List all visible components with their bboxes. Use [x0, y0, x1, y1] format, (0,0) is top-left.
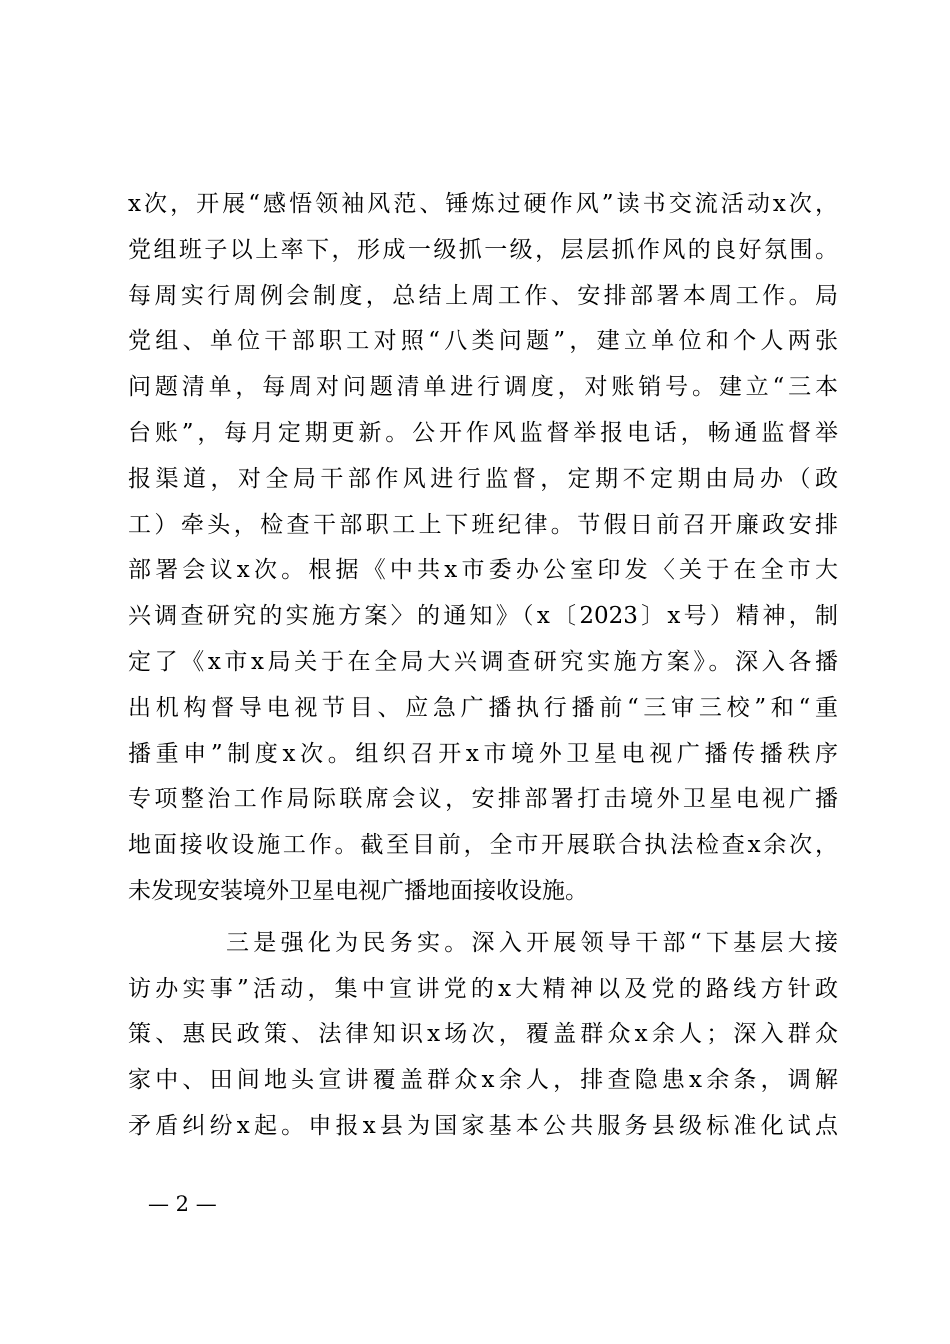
text-line: 专项整治工作局际联席会议，安排部署打击境外卫星电视广播 — [128, 786, 838, 813]
text-line: 矛盾纠纷x起。申报x县为国家基本公共服务县级标准化试点 — [128, 1112, 838, 1139]
page-number: — 2 — — [148, 1192, 217, 1216]
text-line: 党组班子以上率下，形成一级抓一级，层层抓作风的良好氛围。 — [128, 236, 838, 263]
text-line: 每周实行周例会制度，总结上周工作、安排部署本周工作。局 — [128, 282, 838, 309]
text-line: 台账”，每月定期更新。公开作风监督举报电话，畅通监督举 — [128, 419, 838, 446]
text-line: 部署会议x次。根据《中共x市委办公室印发〈关于在全市大 — [128, 557, 838, 584]
text-line: x次，开展“感悟领袖风范、锤炼过硬作风”读书交流活动x次， — [128, 191, 838, 217]
text-line: 家中、田间地头宣讲覆盖群众x余人，排查隐患x余条，调解 — [128, 1067, 838, 1094]
text-line: 定了《x市x局关于在全局大兴调查研究实施方案》。深入各播 — [128, 648, 838, 675]
text-line: 问题清单，每周对问题清单进行调度，对账销号。建立“三本 — [128, 374, 838, 401]
text-line: 访办实事”活动，集中宣讲党的x大精神以及党的路线方针政 — [128, 975, 838, 1002]
paragraph-1 — [128, 182, 838, 915]
text-line: 未发现安装境外卫星电视广播地面接收设施。 — [128, 877, 588, 904]
text-line: 播重申”制度x次。组织召开x市境外卫星电视广播传播秩序 — [128, 740, 838, 767]
text-line: 工）牵头，检查干部职工上下班纪律。节假日前召开廉政安排 — [128, 511, 838, 538]
text-line-indented: 三是强化为民务实。深入开展领导干部“下基层大接 — [226, 929, 838, 956]
text-line: 兴调查研究的实施方案〉的通知》（x〔2023〕x号）精神，制 — [128, 603, 838, 630]
text-line: 策、惠民政策、法律知识x场次，覆盖群众x余人；深入群众 — [128, 1021, 838, 1048]
document-body — [128, 182, 838, 1150]
paragraph-2 — [128, 921, 838, 1150]
text-line: 党组、单位干部职工对照“八类问题”，建立单位和个人两张 — [128, 328, 838, 355]
text-line: 报渠道，对全局干部作风进行监督，定期不定期由局办（政 — [128, 465, 838, 492]
text-line: 出机构督导电视节目、应急广播执行播前“三审三校”和“重 — [128, 694, 838, 721]
text-line: 地面接收设施工作。截至目前，全市开展联合执法检查x余次， — [128, 832, 838, 859]
